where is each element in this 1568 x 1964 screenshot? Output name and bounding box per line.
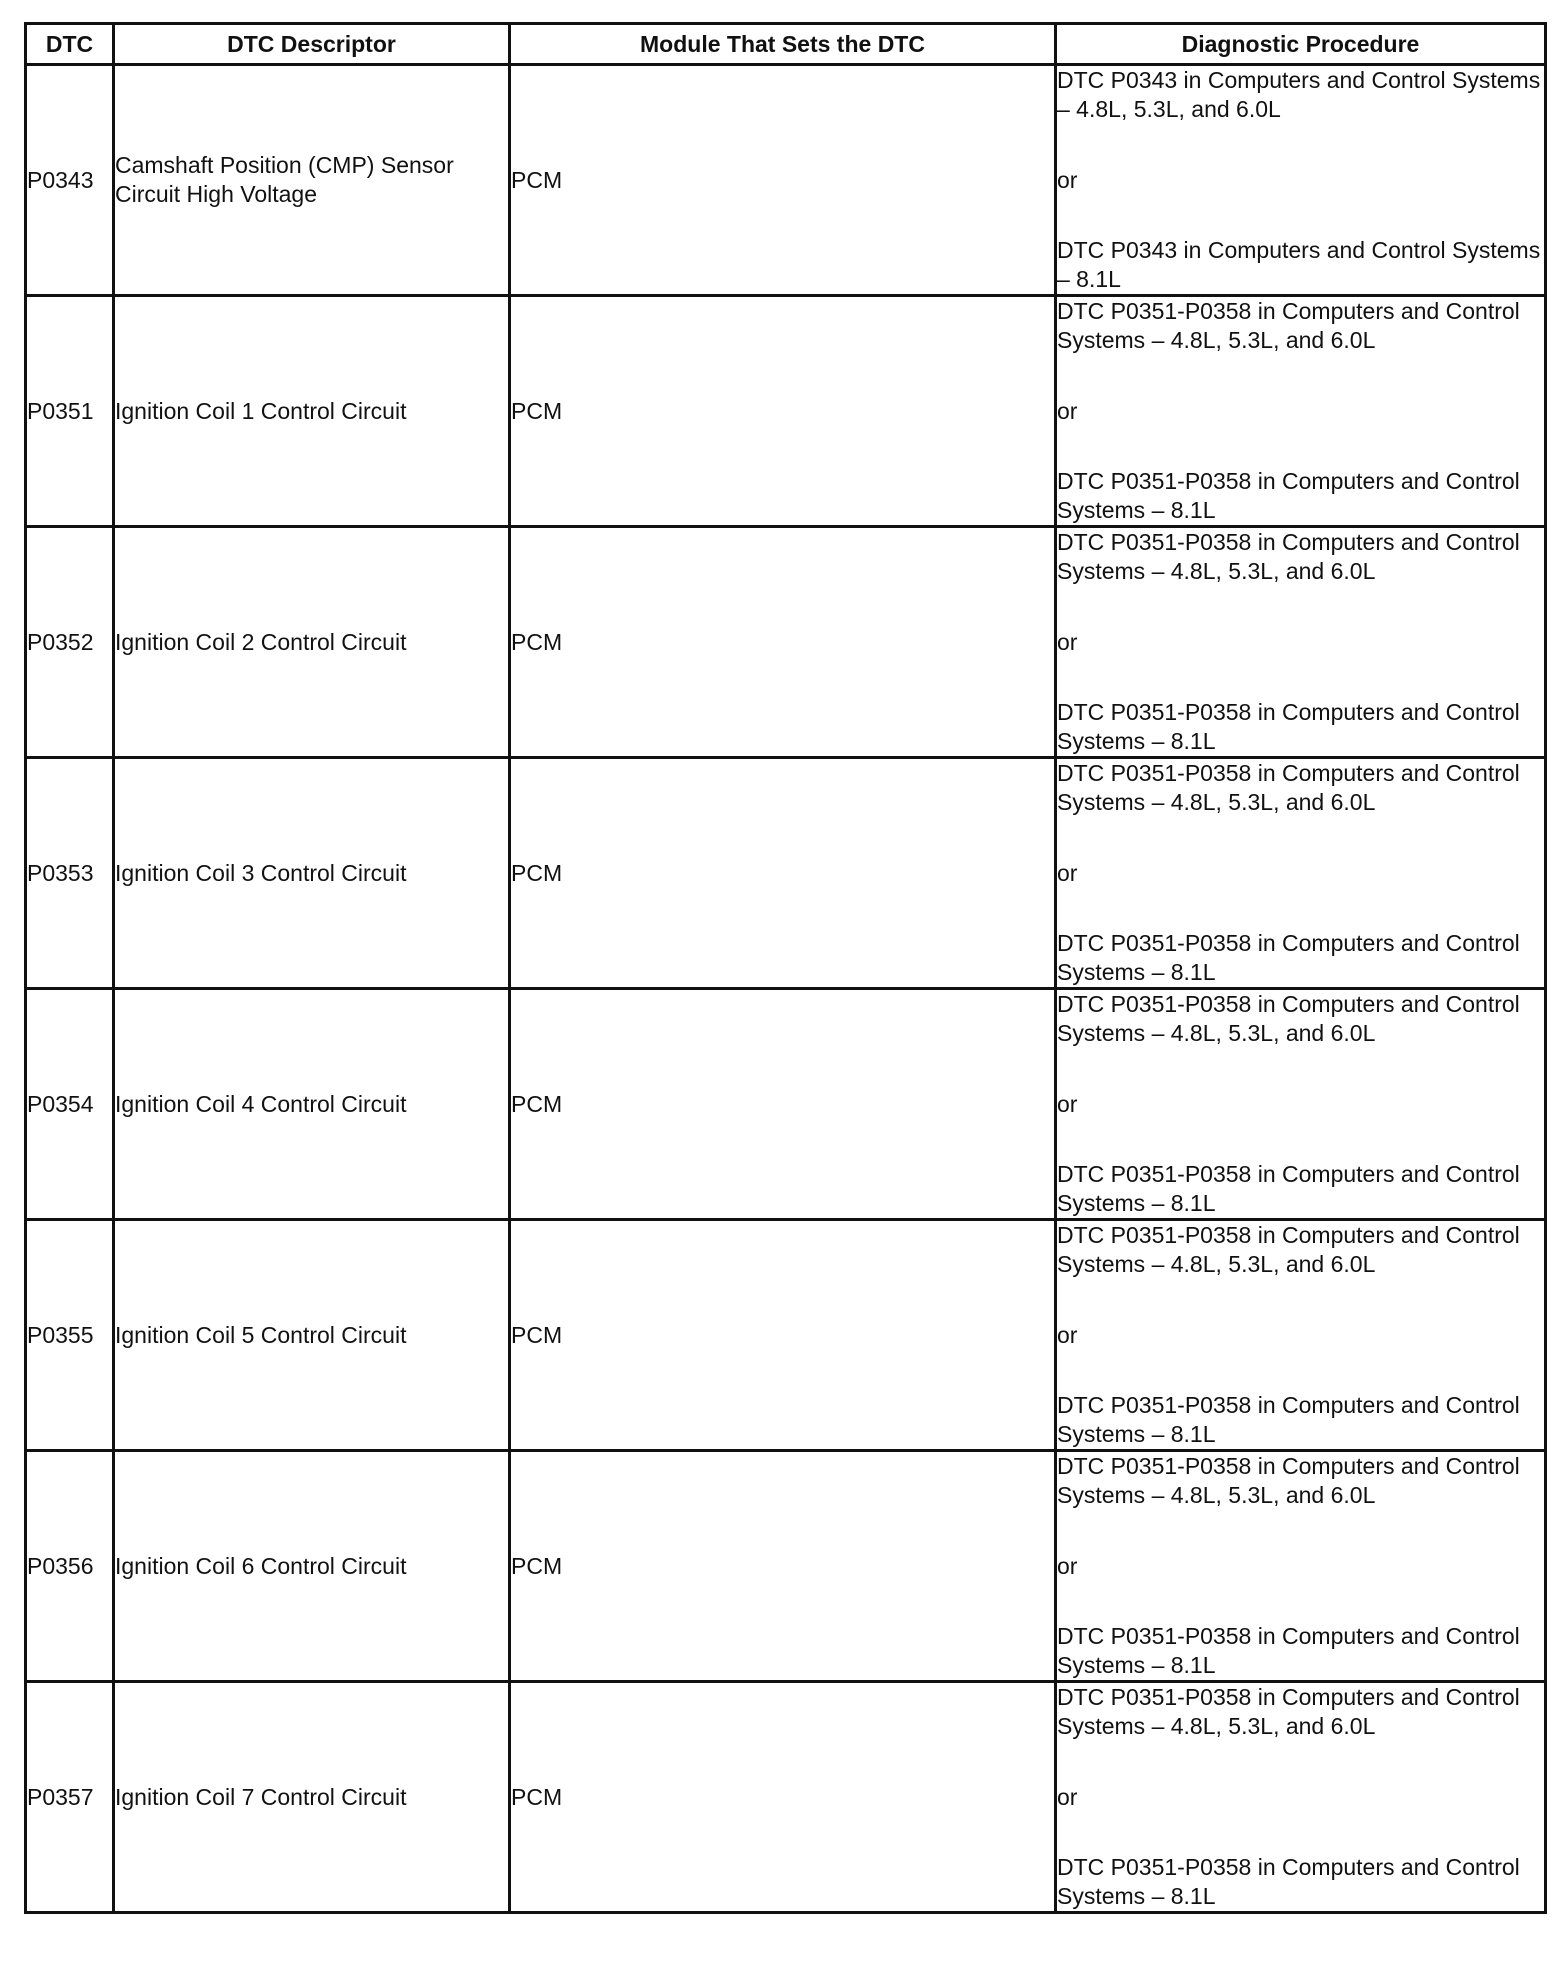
- dtc-descriptor: Ignition Coil 6 Control Circuit: [114, 1451, 510, 1682]
- table-row: [26, 65, 1546, 296]
- procedure-primary: DTC P0343 in Computers and Control Systems – 4.8L, 5.3L, and 6.0L: [1057, 67, 1541, 122]
- procedure-or: or: [1057, 1321, 1078, 1348]
- module: PCM: [510, 1451, 1056, 1682]
- module: PCM: [510, 1220, 1056, 1451]
- procedure-alternate: DTC P0351-P0358 in Computers and Control Systems – 8.1L: [1057, 1392, 1520, 1447]
- procedure-primary: DTC P0351-P0358 in Computers and Control Systems – 4.8L, 5.3L, and 6.0L: [1057, 1453, 1520, 1508]
- table-header: [26, 24, 1546, 65]
- procedure-or: or: [1057, 859, 1078, 886]
- table-row: [26, 296, 1546, 527]
- table-row: [26, 1682, 1546, 1913]
- table-row: [26, 989, 1546, 1220]
- module: PCM: [510, 989, 1056, 1220]
- procedure-or: or: [1057, 628, 1078, 655]
- procedure-or: or: [1057, 397, 1078, 424]
- dtc-descriptor: Ignition Coil 4 Control Circuit: [114, 989, 510, 1220]
- diagnostic-procedure: [1056, 296, 1546, 527]
- procedure-primary: DTC P0351-P0358 in Computers and Control Systems – 4.8L, 5.3L, and 6.0L: [1057, 991, 1520, 1046]
- dtc-code: P0355: [26, 1220, 114, 1451]
- dtc-code: P0357: [26, 1682, 114, 1913]
- procedure-primary: DTC P0351-P0358 in Computers and Control Systems – 4.8L, 5.3L, and 6.0L: [1057, 298, 1520, 353]
- procedure-or: or: [1057, 166, 1078, 193]
- procedure-alternate: DTC P0351-P0358 in Computers and Control Systems – 8.1L: [1057, 468, 1520, 523]
- header-row: [26, 24, 1546, 65]
- procedure-primary: DTC P0351-P0358 in Computers and Control Systems – 4.8L, 5.3L, and 6.0L: [1057, 1222, 1520, 1277]
- module: PCM: [510, 65, 1056, 296]
- dtc-descriptor: Ignition Coil 1 Control Circuit: [114, 296, 510, 527]
- header-descriptor: DTC Descriptor: [114, 24, 510, 65]
- dtc-descriptor: Ignition Coil 5 Control Circuit: [114, 1220, 510, 1451]
- diagnostic-procedure: [1056, 527, 1546, 758]
- module: PCM: [510, 296, 1056, 527]
- dtc-code: P0343: [26, 65, 114, 296]
- diagnostic-procedure: [1056, 1682, 1546, 1913]
- table-body: [26, 65, 1546, 1913]
- dtc-descriptor: Ignition Coil 7 Control Circuit: [114, 1682, 510, 1913]
- diagnostic-procedure: [1056, 758, 1546, 989]
- procedure-alternate: DTC P0351-P0358 in Computers and Control Systems – 8.1L: [1057, 1161, 1520, 1216]
- table-row: [26, 1220, 1546, 1451]
- diagnostic-procedure: [1056, 1451, 1546, 1682]
- table-row: [26, 1451, 1546, 1682]
- dtc-code: P0354: [26, 989, 114, 1220]
- procedure-or: or: [1057, 1552, 1078, 1579]
- dtc-descriptor: Ignition Coil 2 Control Circuit: [114, 527, 510, 758]
- diagnostic-procedure: [1056, 989, 1546, 1220]
- procedure-alternate: DTC P0351-P0358 in Computers and Control Systems – 8.1L: [1057, 930, 1520, 985]
- table-row: [26, 527, 1546, 758]
- procedure-or: or: [1057, 1090, 1078, 1117]
- procedure-or: or: [1057, 1783, 1078, 1810]
- header-dtc: DTC: [26, 24, 114, 65]
- diagnostic-procedure: [1056, 65, 1546, 296]
- header-module: Module That Sets the DTC: [510, 24, 1056, 65]
- procedure-alternate: DTC P0351-P0358 in Computers and Control Systems – 8.1L: [1057, 1854, 1520, 1909]
- dtc-code: P0351: [26, 296, 114, 527]
- dtc-code: P0353: [26, 758, 114, 989]
- procedure-alternate: DTC P0351-P0358 in Computers and Control Systems – 8.1L: [1057, 1623, 1520, 1678]
- header-procedure: Diagnostic Procedure: [1056, 24, 1546, 65]
- module: PCM: [510, 758, 1056, 989]
- dtc-descriptor: Camshaft Position (CMP) Sensor Circuit High Voltage: [114, 65, 510, 296]
- module: PCM: [510, 527, 1056, 758]
- diagnostic-procedure: [1056, 1220, 1546, 1451]
- procedure-alternate: DTC P0343 in Computers and Control Systems – 8.1L: [1057, 237, 1541, 292]
- table-row: [26, 758, 1546, 989]
- dtc-code: P0352: [26, 527, 114, 758]
- procedure-primary: DTC P0351-P0358 in Computers and Control Systems – 4.8L, 5.3L, and 6.0L: [1057, 529, 1520, 584]
- dtc-code: P0356: [26, 1451, 114, 1682]
- dtc-table: [24, 22, 1547, 1914]
- procedure-alternate: DTC P0351-P0358 in Computers and Control Systems – 8.1L: [1057, 699, 1520, 754]
- module: PCM: [510, 1682, 1056, 1913]
- dtc-descriptor: Ignition Coil 3 Control Circuit: [114, 758, 510, 989]
- procedure-primary: DTC P0351-P0358 in Computers and Control Systems – 4.8L, 5.3L, and 6.0L: [1057, 760, 1520, 815]
- procedure-primary: DTC P0351-P0358 in Computers and Control Systems – 4.8L, 5.3L, and 6.0L: [1057, 1684, 1520, 1739]
